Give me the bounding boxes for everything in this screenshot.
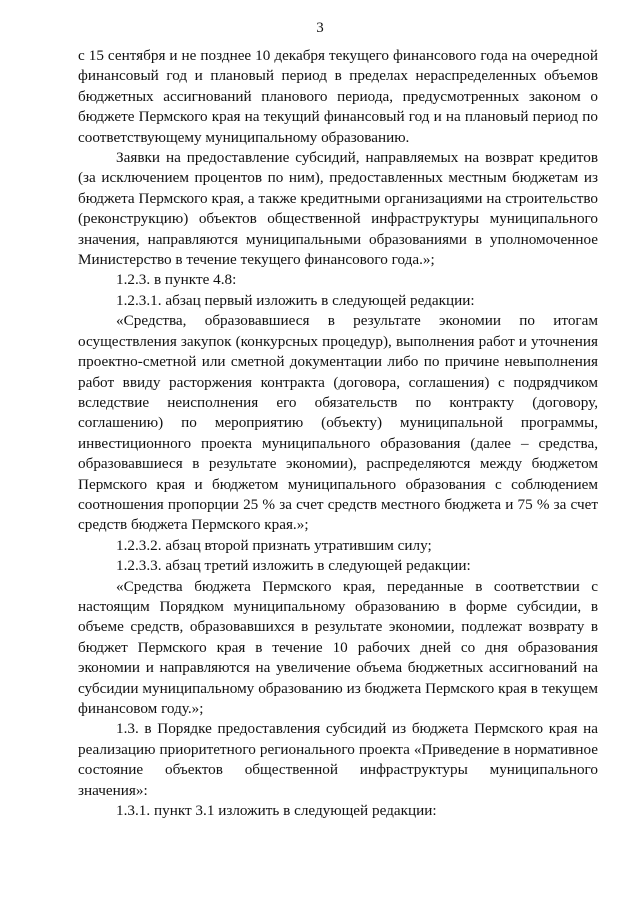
paragraph: Заявки на предоставление субсидий, направляемых на возврат кредитов (за исключением процентов по ним), предоставленных местным бюджетам из бюджета Пермского края, а также кредитными организациями на строительство (реконструкцию) объектов общественной инфраструктуры муниципального значения, направляются муниципальными образованиями в уполномоченное Министерство в течение текущего финансового года.»; xyxy=(78,149,598,269)
paragraph: 1.2.3. в пункте 4.8: xyxy=(116,271,237,289)
paragraph: 1.3. в Порядке предоставления субсидий из бюджета Пермского края на реализацию приоритетного регионального проекта «Приведение в нормативное состояние объектов общественной инфраструктуры муниципального значения»: xyxy=(78,720,598,799)
document-body xyxy=(78,46,598,821)
paragraph: 1.2.3.3. абзац третий изложить в следующей редакции: xyxy=(116,557,471,575)
paragraph: «Средства бюджета Пермского края, переданные в соответствии с настоящим Порядком муниципальному образованию в форме субсидии, в объеме средств, образовавшихся в результате экономии, подлежат возврату в бюджет Пермского края в течение 10 рабочих дней со дня образования экономии и направляются на увеличение объема бюджетных ассигнований на субсидии муниципальному образованию из бюджета Пермского края в текущем финансовом году.»; xyxy=(78,577,598,717)
page-number: 3 xyxy=(316,20,324,36)
paragraph: 1.3.1. пункт 3.1 изложить в следующей редакции: xyxy=(116,802,437,820)
paragraph: «Средства, образовавшиеся в результате экономии по итогам осуществления закупок (конкурсных процедур), выполнения работ и уточнения проектно-сметной или сметной документации либо по причине невыполнения работ ввиду расторжения контракта (договора, соглашения) с подрядчиком вследствие неисполнения его обязательств по контракту (договору, соглашению) по мероприятию (объекту) муниципальной программы, инвестиционного проекта муниципального образования (далее – средства, образовавшиеся в результате экономии), распределяются между бюджетом Пермского края и бюджетом муниципального образования с соблюдением соотношения пропорции 25 % за счет средств местного бюджета и 75 % за счет средств бюджета Пермского края.»; xyxy=(78,312,598,534)
paragraph: 1.2.3.2. абзац второй признать утратившим силу; xyxy=(116,536,432,554)
paragraph-continuation: с 15 сентября и не позднее 10 декабря текущего финансового года на очередной финансовый год и плановый период в пределах нераспределенных объемов бюджетных ассигнований планового периода, предусмотренных законом о бюджете Пермского края на текущий финансовый год и на плановый период по соответствующему муниципальному образованию. xyxy=(78,47,598,146)
paragraph: 1.2.3.1. абзац первый изложить в следующей редакции: xyxy=(116,291,475,309)
